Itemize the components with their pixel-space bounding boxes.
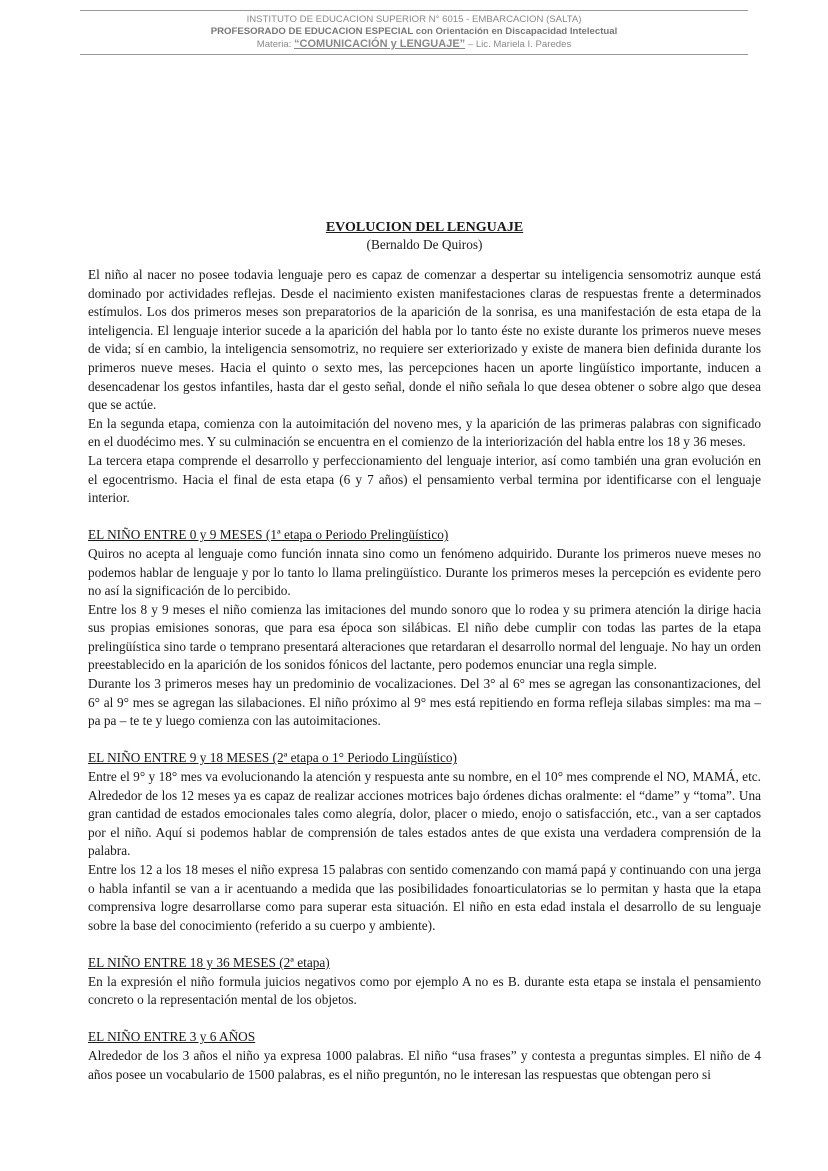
paragraph: En la segunda etapa, comienza con la autoimitación del noveno mes, y la aparición de las primeras palabras con significado en el duodécimo mes. Y su culminación se encuentra en el comienzo de la interiorización del habla entre los 18 y 36 meses. bbox=[88, 415, 761, 450]
section-heading: EL NIÑO ENTRE 9 y 18 MESES (2ª etapa o 1° Periodo Lingüístico) bbox=[88, 750, 457, 766]
paragraph: La tercera etapa comprende el desarrollo y perfeccionamiento del lenguaje interior, así como también una gran evolución en el egocentrismo. Hacia el final de esta etapa (6 y 7 años) el pensamiento verbal termina por identificarse con el lenguaje interior. bbox=[88, 452, 761, 506]
teacher-name: – Lic. Mariela I. Paredes bbox=[465, 39, 572, 50]
course-line bbox=[80, 38, 748, 51]
course-name: “COMUNICACIÓN y LENGUAJE” bbox=[294, 38, 466, 50]
paragraph: En la expresión el niño formula juicios negativos como por ejemplo A no es B. durante esta etapa se instala el pensamiento concreto o la representación mental de los objetos. bbox=[88, 973, 761, 1008]
section-heading: EL NIÑO ENTRE 3 y 6 AÑOS bbox=[88, 1029, 256, 1045]
page-header bbox=[80, 10, 748, 55]
paragraph: Entre el 9° y 18° mes va evolucionando la atención y respuesta ante su nombre, en el 10° mes comprende el NO, MAMÁ, etc. Alrededor de los 12 meses ya es capaz de realizar acciones motrices bajo órdenes dichas oralmente: el “dame” y “toma”. Una gran cantidad de estados emocionales tales como alegría, dolor, placer o miedo, enojo o satisfacción, etc., van a ser captados por el niño. Aquí si podemos hablar de comprensión de tales estados antes de que exista una verdadera comprensión de la palabra. bbox=[88, 769, 761, 859]
paragraph: El niño al nacer no posee todavia lenguaje pero es capaz de comenzar a despertar su inteligencia sensomotriz aunque está dominado por actividades reflejas. Desde el nacimiento existen manifestaciones claras de respuestas frente a determinados estímulos. Los dos primeros meses son preparatorios de la aparición de la sonrisa, es una manifestación de esta etapa de la inteligencia. El lenguaje interior sucede a la aparición del habla por lo tanto éste no existe durante los primeros nueve meses de vida; sí en cambio, la inteligencia sensomotriz, no requiere ser exteriorizado y existe de manera bien definida durante los primeros nueve meses. Hacia el quinto o sexto mes, las percepciones hacen un aporte lingüístico importante, inducen a desencadenar los gestos infantiles, hasta dar el gesto señal, donde el niño señala lo que desea obtener o sobre algo que desea que se actúe. bbox=[88, 267, 761, 413]
program-name: PROFESORADO DE EDUCACION ESPECIAL con Orientación en Discapacidad Intelectual bbox=[210, 26, 618, 37]
paragraph: Quiros no acepta al lenguaje como función innata sino como un fenómeno adquirido. Durante los primeros nueve meses no podemos hablar de lenguaje y por lo tanto lo llama prelingüístico. Durante los primeros meses la percepción es evidente pero no así la significación de lo percibido. bbox=[88, 545, 761, 599]
document-author: (Bernaldo De Quiros) bbox=[366, 237, 483, 252]
paragraph: Entre los 8 y 9 meses el niño comienza las imitaciones del mundo sonoro que lo rodea y su primera atención la dirige hacia sus propias emisiones sonoras, que para esa época son silábicas. El niño debe cumplir con todas las partes de la etapa prelingüística sino tarde o temprano presentará alteraciones que retardaran el desarrollo normal del lenguaje. No hay un orden preestablecido en la aparición de los sonidos fónicos del lactante, pero podemos enunciar una regla simple. bbox=[88, 601, 761, 673]
paragraph: Durante los 3 primeros meses hay un predominio de vocalizaciones. Del 3° al 6° mes se agregan las consonantizaciones, del 6° al 9° mes se agregan las silabaciones. El niño próximo al 9° mes está repitiendo en forma refleja silabas simples: ma ma – pa pa – te te y luego comienza con las autoimitaciones. bbox=[88, 676, 761, 729]
document-title: EVOLUCION DEL LENGUAJE bbox=[325, 220, 524, 235]
institute-name: INSTITUTO DE EDUCACION SUPERIOR N° 6015 - EMBARCACION (SALTA) bbox=[246, 14, 582, 25]
section-heading: EL NIÑO ENTRE 0 y 9 MESES (1ª etapa o Periodo Prelingüístico) bbox=[88, 527, 449, 543]
materia-label: Materia: bbox=[256, 39, 295, 50]
paragraph: Alrededor de los 3 años el niño ya expresa 1000 palabras. El niño “usa frases” y contesta a preguntas simples. El niño de 4 años posee un vocabulario de 1500 palabras, es el niño preguntón, no le interesan las respuestas que obtengan pero si bbox=[88, 1047, 761, 1082]
paragraph: Entre los 12 a los 18 meses el niño expresa 15 palabras con sentido comenzando con mamá papá y continuando con una jerga o habla infantil se van a ir acentuando a medida que las posibilidades fonoarticulatorias se lo permitan y hasta que la etapa comprensiva logre desarrollarse como para superar esta situación. El niño en esta edad instala el desarrollo de su lenguaje sobre la base del conocimiento (referido a su cuerpo y ambiente). bbox=[88, 862, 761, 933]
section-heading: EL NIÑO ENTRE 18 y 36 MESES (2ª etapa) bbox=[88, 954, 330, 970]
document-body bbox=[88, 219, 761, 1084]
